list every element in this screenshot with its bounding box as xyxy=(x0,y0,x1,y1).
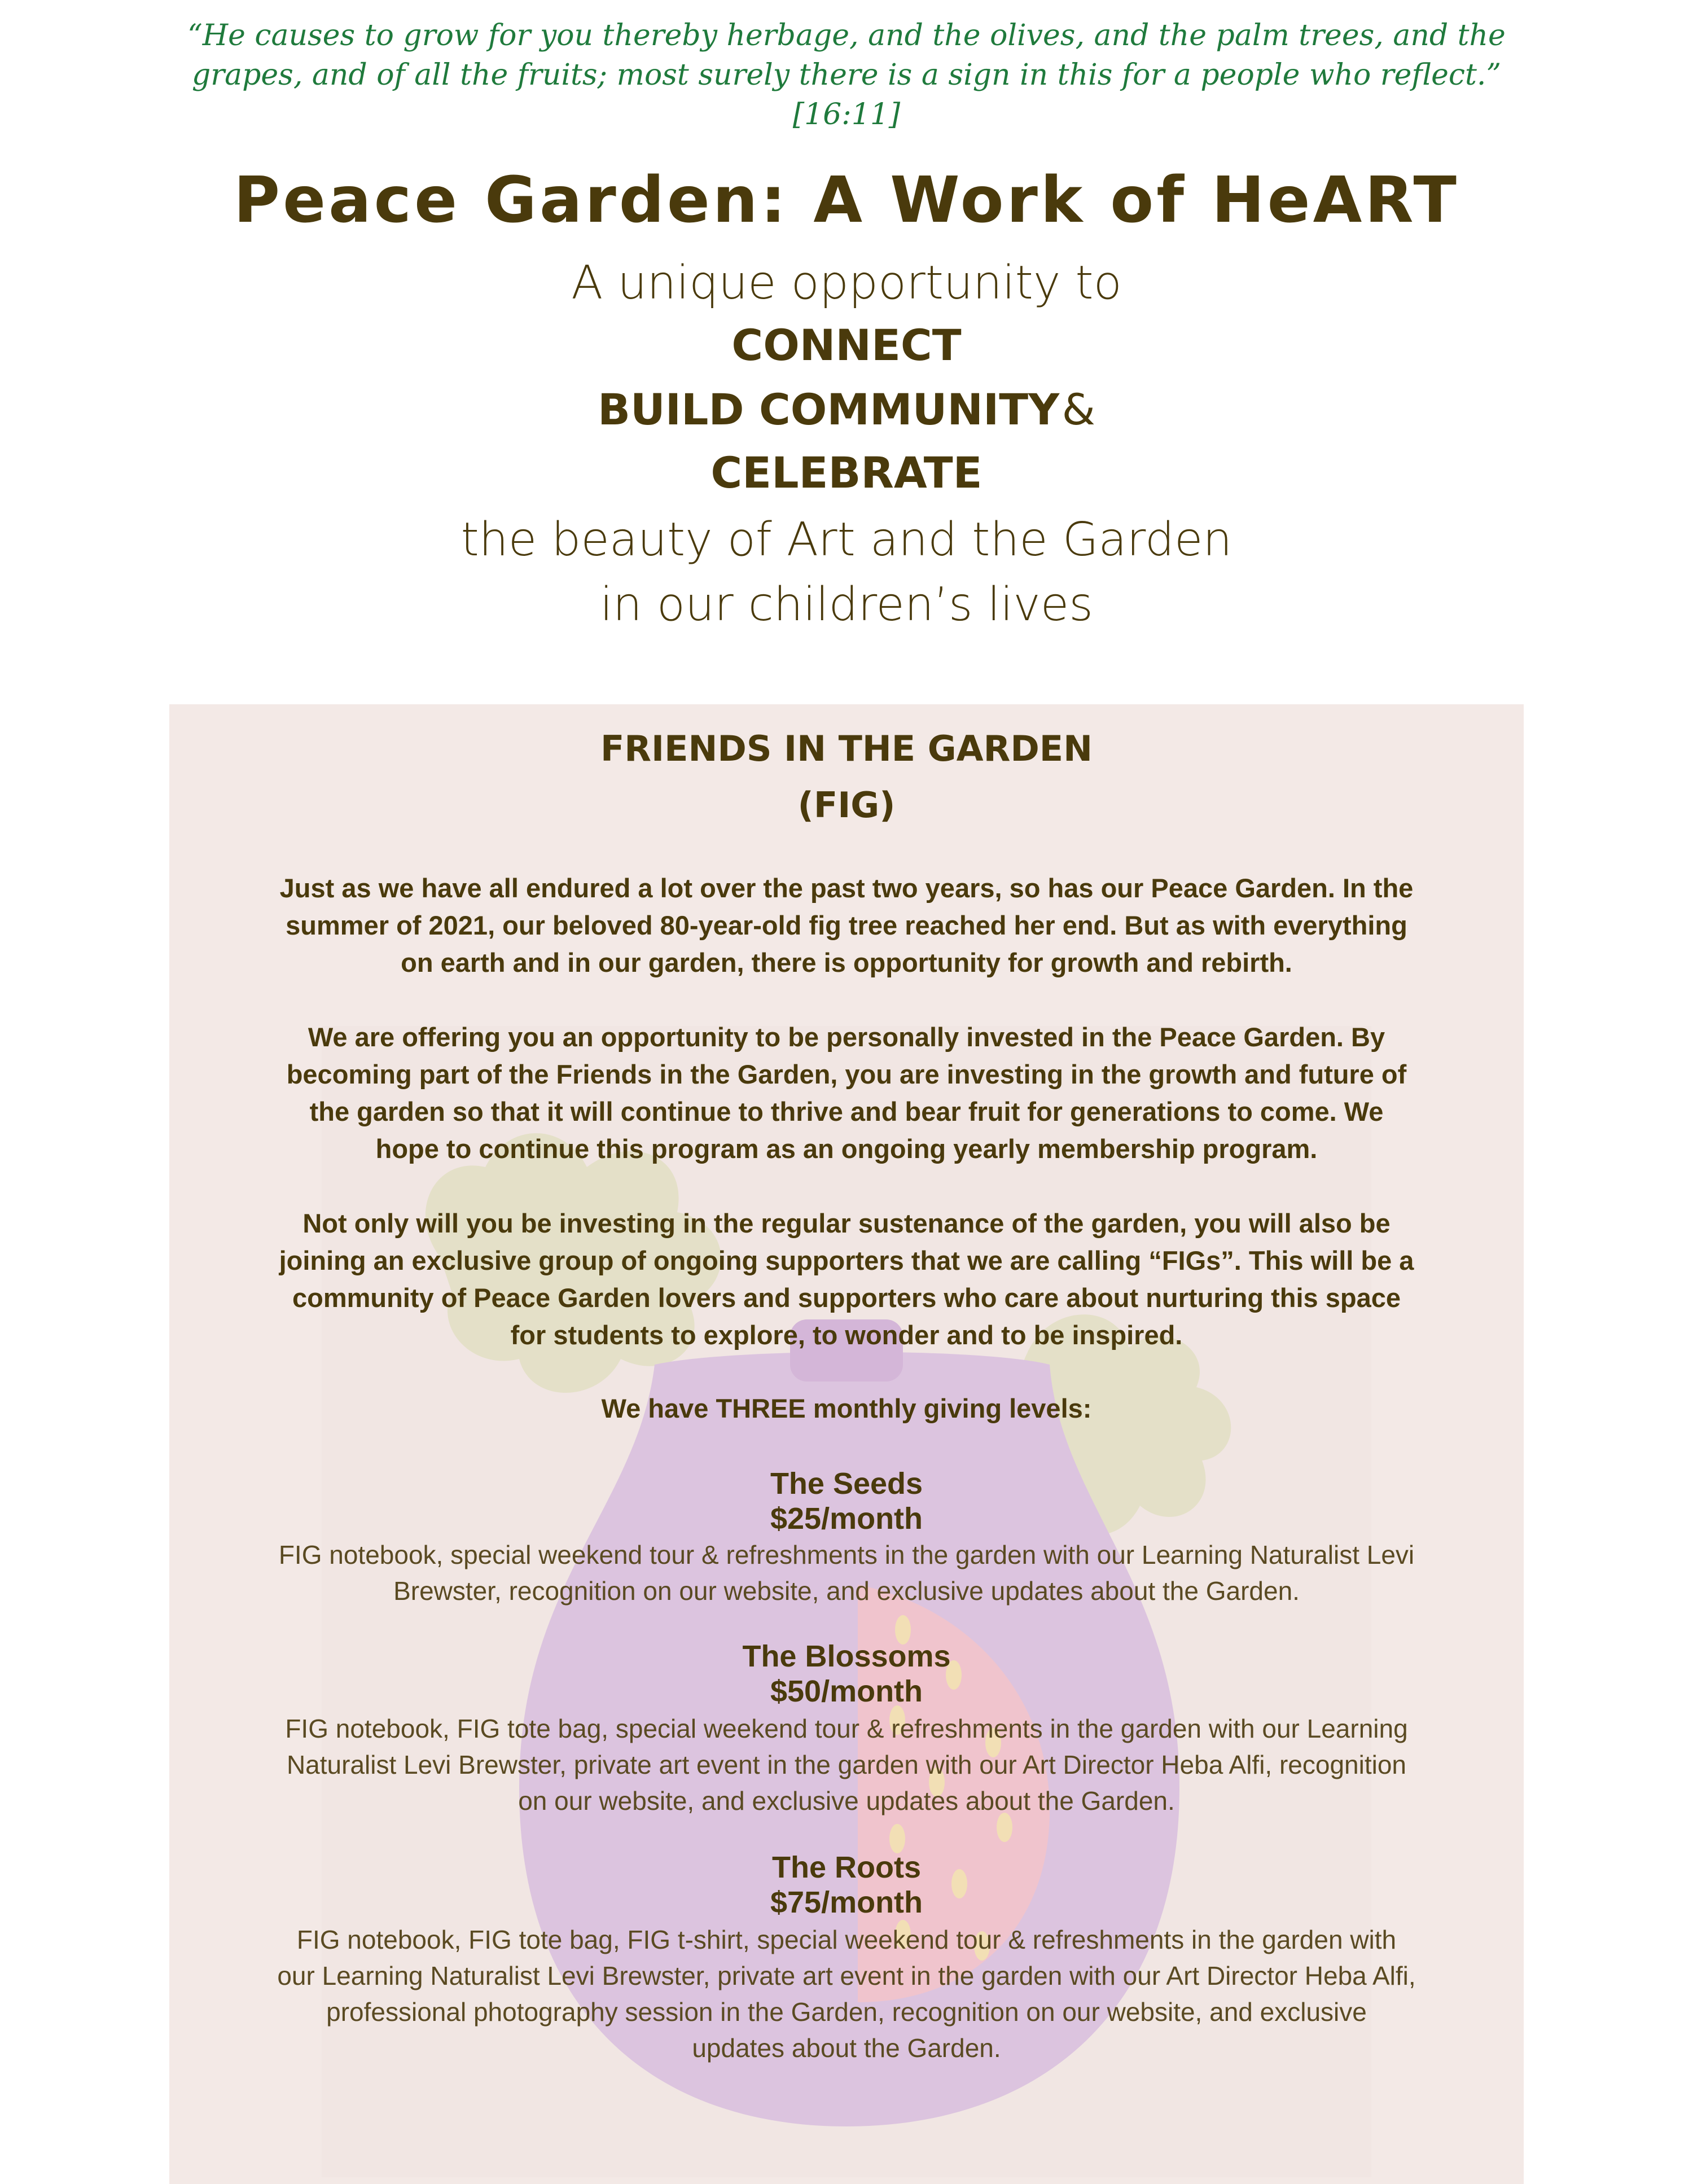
level-roots-price: $75/month xyxy=(770,1885,923,1919)
level-blossoms-description: FIG notebook, FIG tote bag, special weekend tour & refreshments in the garden with our Learning Naturalist Levi Brewster, private art event in the garden with our Art Director Heba Alfi, recognition on our website, and exclusive updates about the Garden. xyxy=(285,1714,1408,1815)
section-heading: FRIENDS IN THE GARDEN xyxy=(600,728,1093,769)
intro-celebrate: CELEBRATE xyxy=(710,448,983,498)
level-roots-description: FIG notebook, FIG tote bag, FIG t-shirt, special weekend tour & refreshments in the garden with our Learning Naturalist Levi Brewster, private art event in the garden with our Art Director Heba Alfi, professional photography session in the Garden, recognition on our website, and exclusive updates about the Garden. xyxy=(277,1925,1416,2063)
intro-line-5: the beauty of Art and the Garden xyxy=(460,513,1233,567)
fig-section-panel xyxy=(169,704,1524,2184)
intro-ampersand: & xyxy=(1062,384,1095,435)
paragraph-invitation: We are offering you an opportunity to be personally invested in the Peace Garden. By becoming part of the Friends in the Garden, you are investing in the growth and future of the garden so that it will continue to thrive and bear fruit for generations to come. We hope to continue this program as an ongoing yearly membership program. xyxy=(286,1022,1407,1164)
level-blossoms-price: $50/month xyxy=(770,1674,923,1708)
page-title: Peace Garden: A Work of HeART xyxy=(234,164,1459,237)
levels-intro: We have THREE monthly giving levels: xyxy=(601,1393,1092,1423)
section-heading-acronym: (FIG) xyxy=(797,784,896,826)
paragraph-community: Not only will you be investing in the regular sustenance of the garden, you will also be joining an exclusive group of ongoing supporters that we are calling “FIGs”. This will be a community of Peace Garden lovers and supporters who care about nurturing this space for students to explore, to wonder and to be inspired. xyxy=(279,1208,1414,1350)
level-seeds-name: The Seeds xyxy=(770,1467,923,1501)
verse-quote: “He causes to grow for you thereby herbage, and the olives, and the palm trees, and the grapes, and of all the fruits; most surely there is a sign in this for a people who reflect.” [16:11] xyxy=(187,19,1506,131)
intro-build-community: BUILD COMMUNITY xyxy=(598,384,1060,435)
level-seeds-price: $25/month xyxy=(770,1502,923,1536)
intro-line-1: A unique opportunity to xyxy=(571,256,1122,310)
intro-connect: CONNECT xyxy=(731,320,962,370)
level-roots-name: The Roots xyxy=(772,1850,921,1884)
level-seeds-description: FIG notebook, special weekend tour & refreshments in the garden with our Learning Naturalist Levi Brewster, recognition on our website, and exclusive updates about the Garden. xyxy=(278,1540,1415,1606)
paragraph-history: Just as we have all endured a lot over the past two years, so has our Peace Garden. In the summer of 2021, our beloved 80-year-old fig tree reached her end. But as with everything on earth and in our garden, there is opportunity for growth and rebirth. xyxy=(279,873,1414,977)
level-blossoms-name: The Blossoms xyxy=(742,1639,951,1673)
intro-line-6: in our children’s lives xyxy=(600,578,1093,631)
intro-build-line xyxy=(0,381,1693,450)
